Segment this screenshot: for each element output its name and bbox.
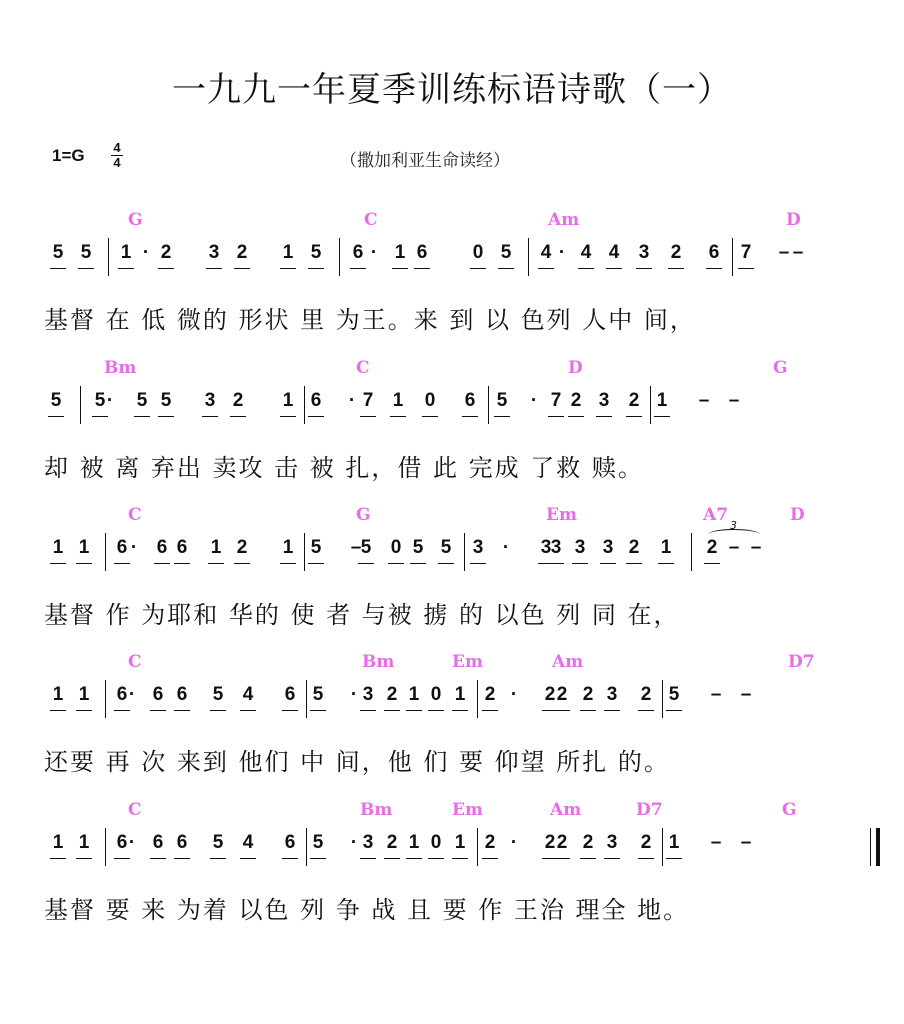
barline — [306, 828, 307, 866]
barline — [304, 386, 305, 424]
note: 3 — [606, 832, 618, 853]
staff-system-5 — [0, 800, 904, 940]
note: 3 — [606, 684, 618, 705]
note: 2 — [236, 537, 248, 558]
extension-dash: – — [778, 242, 790, 263]
note: 2 — [544, 684, 556, 705]
beam-underline — [240, 858, 256, 859]
beam-underline — [230, 416, 246, 417]
note: 2 — [556, 684, 568, 705]
beam-underline — [360, 710, 376, 711]
note: 5 — [136, 390, 148, 411]
barline — [477, 828, 478, 866]
beam-underline — [76, 563, 92, 564]
beam-underline — [482, 710, 498, 711]
note: 1 — [656, 390, 668, 411]
beam-underline — [600, 563, 616, 564]
note: 5 — [52, 242, 64, 263]
note: 5 — [94, 390, 106, 411]
augmentation-dot: · — [510, 684, 518, 705]
note: 1 — [282, 390, 294, 411]
beam-underline — [208, 563, 224, 564]
note: 1 — [120, 242, 132, 263]
beam-underline — [310, 710, 326, 711]
beam-underline — [704, 563, 720, 564]
beam-underline — [234, 268, 250, 269]
barline — [80, 386, 81, 424]
lyric-text: 基督 作 为耶和 华的 使 者 与被 掳 的 以色 列 同 在， — [44, 601, 680, 629]
barline — [464, 533, 465, 571]
lyric-line — [44, 595, 884, 629]
beam-underline — [482, 858, 498, 859]
beam-underline — [568, 416, 584, 417]
beam-underline — [666, 858, 682, 859]
note: 1 — [78, 684, 90, 705]
beam-underline — [350, 268, 366, 269]
note: 5 — [500, 242, 512, 263]
beam-underline — [654, 416, 670, 417]
time-signature-top: 4 — [113, 140, 121, 155]
lyric-line — [44, 300, 884, 334]
note: 6 — [176, 684, 188, 705]
augmentation-dot: · — [128, 832, 136, 853]
note: 1 — [454, 684, 466, 705]
extension-dash: – — [710, 684, 722, 705]
note: 6 — [116, 537, 128, 558]
staff-system-2 — [0, 358, 904, 498]
chord-symbol: Em — [452, 652, 483, 672]
lyric-line — [44, 448, 884, 482]
augmentation-dot: · — [350, 832, 358, 853]
beam-underline — [668, 268, 684, 269]
beam-underline — [580, 710, 596, 711]
beam-underline — [202, 416, 218, 417]
note: 1 — [52, 832, 64, 853]
beam-underline — [414, 268, 430, 269]
note: 1 — [52, 537, 64, 558]
final-barline — [876, 828, 880, 866]
note: 5 — [80, 242, 92, 263]
beam-underline — [280, 268, 296, 269]
note: 0 — [430, 684, 442, 705]
note: 2 — [582, 684, 594, 705]
beam-underline — [452, 710, 468, 711]
chord-symbol: C — [356, 358, 370, 378]
beam-underline — [604, 710, 620, 711]
note: 1 — [454, 832, 466, 853]
chord-symbol: D7 — [788, 652, 815, 672]
note: 2 — [628, 390, 640, 411]
barline — [488, 386, 489, 424]
beam-underline — [76, 858, 92, 859]
beam-underline — [114, 563, 130, 564]
beam-underline — [210, 858, 226, 859]
note: 2 — [236, 242, 248, 263]
beam-underline — [578, 268, 594, 269]
note: 6 — [152, 684, 164, 705]
triplet-marker: 3 — [730, 519, 737, 532]
chord-symbol: C — [128, 652, 142, 672]
lyric-text: 却 被 离 弃出 卖攻 击 被 扎，借 此 完成 了救 赎。 — [44, 454, 644, 482]
beam-underline — [50, 268, 66, 269]
barline — [662, 828, 663, 866]
note: 6 — [156, 537, 168, 558]
beam-underline — [174, 710, 190, 711]
beam-underline — [626, 416, 642, 417]
beam-underline — [358, 563, 374, 564]
extension-dash: – — [698, 390, 710, 411]
barline — [691, 533, 692, 571]
beam-underline — [308, 416, 324, 417]
note: 1 — [78, 832, 90, 853]
song-title: 一九九一年夏季训练标语诗歌（一） — [172, 70, 732, 110]
note: 6 — [416, 242, 428, 263]
beam-underline — [92, 416, 108, 417]
barline — [477, 680, 478, 718]
lyric-text: 基督 在 低 微的 形状 里 为王。来 到 以 色列 人中 间， — [44, 306, 696, 334]
note: 2 — [232, 390, 244, 411]
beam-underline — [280, 416, 296, 417]
note: 4 — [540, 242, 552, 263]
augmentation-dot: · — [502, 537, 510, 558]
augmentation-dot: · — [370, 242, 378, 263]
note: 5 — [496, 390, 508, 411]
chord-symbol: D7 — [636, 800, 663, 820]
note: 2 — [670, 242, 682, 263]
notation-row — [0, 376, 904, 446]
lyric-text: 还要 再 次 来到 他们 中 间，他 们 要 仰望 所扎 的。 — [44, 748, 670, 776]
barline — [732, 238, 733, 276]
chord-symbol: Am — [552, 652, 584, 672]
beam-underline — [134, 416, 150, 417]
note: 1 — [210, 537, 222, 558]
barline — [105, 680, 106, 718]
beam-underline — [428, 858, 444, 859]
beam-underline — [282, 710, 298, 711]
beam-underline — [174, 858, 190, 859]
beam-underline — [154, 563, 170, 564]
augmentation-dot: · — [130, 537, 138, 558]
chord-symbol: C — [128, 505, 142, 525]
note: 6 — [116, 684, 128, 705]
chord-symbol: Em — [546, 505, 577, 525]
note: 2 — [640, 832, 652, 853]
note: 2 — [582, 832, 594, 853]
time-signature-bottom: 4 — [113, 155, 121, 170]
beam-underline — [548, 563, 564, 564]
note: 1 — [660, 537, 672, 558]
barline — [108, 238, 109, 276]
beam-underline — [738, 268, 754, 269]
beam-underline — [50, 710, 66, 711]
beam-underline — [50, 858, 66, 859]
augmentation-dot: · — [348, 390, 356, 411]
beam-underline — [114, 858, 130, 859]
note: 1 — [282, 242, 294, 263]
note: 4 — [242, 684, 254, 705]
note: 2 — [484, 832, 496, 853]
beam-underline — [114, 710, 130, 711]
barline — [339, 238, 340, 276]
beam-underline — [452, 858, 468, 859]
chord-symbol: A7 — [703, 505, 729, 525]
staff-system-4 — [0, 652, 904, 792]
note: 5 — [212, 684, 224, 705]
beam-underline — [554, 710, 570, 711]
note: 1 — [394, 242, 406, 263]
beam-underline — [596, 416, 612, 417]
beam-underline — [310, 858, 326, 859]
extension-dash: – — [710, 832, 722, 853]
beam-underline — [548, 416, 564, 417]
beam-underline — [498, 268, 514, 269]
chord-symbol: D — [568, 358, 583, 378]
extension-dash: – — [750, 537, 762, 558]
barline — [105, 828, 106, 866]
beam-underline — [360, 416, 376, 417]
beam-underline — [604, 858, 620, 859]
lyric-line — [44, 742, 884, 776]
notation-row — [0, 818, 904, 888]
note: 3 — [598, 390, 610, 411]
extension-dash: – — [728, 537, 740, 558]
barline — [306, 680, 307, 718]
note: 5 — [412, 537, 424, 558]
beam-underline — [48, 416, 64, 417]
note: 2 — [570, 390, 582, 411]
chord-symbol: D — [790, 505, 805, 525]
chord-symbol: G — [773, 358, 788, 378]
note: 6 — [284, 832, 296, 853]
chord-symbol: Am — [548, 210, 580, 230]
note: 1 — [78, 537, 90, 558]
note: 6 — [310, 390, 322, 411]
beam-underline — [308, 563, 324, 564]
note: 2 — [640, 684, 652, 705]
beam-underline — [636, 268, 652, 269]
beam-underline — [280, 563, 296, 564]
barline — [105, 533, 106, 571]
note: 5 — [312, 832, 324, 853]
note: 6 — [176, 832, 188, 853]
beam-underline — [470, 268, 486, 269]
note: 5 — [310, 537, 322, 558]
beam-underline — [384, 858, 400, 859]
note: 4 — [242, 832, 254, 853]
note: 7 — [362, 390, 374, 411]
beam-underline — [150, 710, 166, 711]
beam-underline — [606, 268, 622, 269]
note: 1 — [408, 832, 420, 853]
barline — [870, 828, 871, 866]
notation-row — [0, 670, 904, 740]
augmentation-dot: · — [106, 390, 114, 411]
beam-underline — [658, 563, 674, 564]
note: 2 — [706, 537, 718, 558]
chord-symbol: C — [128, 800, 142, 820]
note: 2 — [484, 684, 496, 705]
augmentation-dot: · — [128, 684, 136, 705]
lyric-text: 基督 要 来 为着 以色 列 争 战 且 要 作 王治 理全 地。 — [44, 896, 690, 924]
beam-underline — [76, 710, 92, 711]
beam-underline — [638, 710, 654, 711]
beam-underline — [78, 268, 94, 269]
note: 5 — [668, 684, 680, 705]
chord-symbol: C — [364, 210, 378, 230]
beam-underline — [410, 563, 426, 564]
beam-underline — [580, 858, 596, 859]
note: 1 — [668, 832, 680, 853]
extension-dash: – — [728, 390, 740, 411]
beam-underline — [666, 710, 682, 711]
note: 5 — [440, 537, 452, 558]
beam-underline — [572, 563, 588, 564]
note: 2 — [628, 537, 640, 558]
beam-underline — [282, 858, 298, 859]
notation-row — [0, 519, 904, 593]
barline — [304, 533, 305, 571]
extension-dash: – — [350, 537, 362, 558]
note: 3 — [638, 242, 650, 263]
beam-underline — [706, 268, 722, 269]
key-signature: 1=G — [52, 146, 85, 165]
note: 6 — [176, 537, 188, 558]
note: 2 — [544, 832, 556, 853]
note: 5 — [212, 832, 224, 853]
note: 3 — [540, 537, 552, 558]
beam-underline — [538, 268, 554, 269]
chord-symbol: G — [128, 210, 143, 230]
beam-underline — [462, 416, 478, 417]
lyric-line — [44, 890, 884, 924]
chord-symbol: Am — [550, 800, 582, 820]
beam-underline — [422, 416, 438, 417]
note: 1 — [52, 684, 64, 705]
beam-underline — [470, 563, 486, 564]
note: 0 — [424, 390, 436, 411]
chord-symbol: Em — [452, 800, 483, 820]
beam-underline — [438, 563, 454, 564]
note: 6 — [464, 390, 476, 411]
beam-underline — [390, 416, 406, 417]
chord-symbol: G — [782, 800, 797, 820]
beam-underline — [158, 416, 174, 417]
note: 3 — [602, 537, 614, 558]
extension-dash: – — [740, 684, 752, 705]
augmentation-dot: · — [558, 242, 566, 263]
note: 2 — [386, 684, 398, 705]
notation-row — [0, 228, 904, 298]
chord-symbol: Bm — [104, 358, 137, 378]
note: 1 — [408, 684, 420, 705]
barline — [650, 386, 651, 424]
chord-symbol: G — [356, 505, 371, 525]
beam-underline — [50, 563, 66, 564]
subtitle-source: （撒加利亚生命读经） — [340, 151, 510, 171]
note: 1 — [392, 390, 404, 411]
extension-dash: – — [740, 832, 752, 853]
note: 4 — [580, 242, 592, 263]
augmentation-dot: · — [350, 684, 358, 705]
beam-underline — [206, 268, 222, 269]
note: 7 — [550, 390, 562, 411]
beam-underline — [554, 858, 570, 859]
beam-underline — [210, 710, 226, 711]
staff-system-1 — [0, 210, 904, 350]
note: 5 — [160, 390, 172, 411]
beam-underline — [406, 858, 422, 859]
note: 2 — [556, 832, 568, 853]
chord-symbol: Bm — [360, 800, 393, 820]
note: 5 — [50, 390, 62, 411]
beam-underline — [428, 710, 444, 711]
note: 6 — [116, 832, 128, 853]
barline — [662, 680, 663, 718]
note: 0 — [430, 832, 442, 853]
note: 3 — [204, 390, 216, 411]
barline — [528, 238, 529, 276]
beam-underline — [638, 858, 654, 859]
note: 3 — [472, 537, 484, 558]
note: 5 — [310, 242, 322, 263]
beam-underline — [626, 563, 642, 564]
note: 5 — [312, 684, 324, 705]
note: 3 — [550, 537, 562, 558]
chord-symbol: Bm — [362, 652, 395, 672]
triplet-slur — [708, 529, 760, 540]
note: 6 — [708, 242, 720, 263]
beam-underline — [384, 710, 400, 711]
note: 0 — [472, 242, 484, 263]
note: 4 — [608, 242, 620, 263]
beam-underline — [234, 563, 250, 564]
beam-underline — [118, 268, 134, 269]
beam-underline — [494, 416, 510, 417]
note: 3 — [362, 684, 374, 705]
note: 3 — [208, 242, 220, 263]
augmentation-dot: · — [510, 832, 518, 853]
beam-underline — [308, 268, 324, 269]
beam-underline — [388, 563, 404, 564]
note: 2 — [386, 832, 398, 853]
beam-underline — [158, 268, 174, 269]
note: 3 — [574, 537, 586, 558]
beam-underline — [174, 563, 190, 564]
note: 0 — [390, 537, 402, 558]
note: 6 — [352, 242, 364, 263]
beam-underline — [406, 710, 422, 711]
beam-underline — [240, 710, 256, 711]
beam-underline — [392, 268, 408, 269]
beam-underline — [360, 858, 376, 859]
note: 2 — [160, 242, 172, 263]
note: 3 — [362, 832, 374, 853]
time-signature — [110, 141, 124, 170]
note: 6 — [152, 832, 164, 853]
extension-dash: – — [792, 242, 804, 263]
note: 5 — [360, 537, 372, 558]
note: 7 — [740, 242, 752, 263]
augmentation-dot: · — [530, 390, 538, 411]
augmentation-dot: · — [142, 242, 150, 263]
note: 1 — [282, 537, 294, 558]
chord-symbol: D — [786, 210, 801, 230]
staff-system-3 — [0, 505, 904, 645]
note: 6 — [284, 684, 296, 705]
beam-underline — [150, 858, 166, 859]
